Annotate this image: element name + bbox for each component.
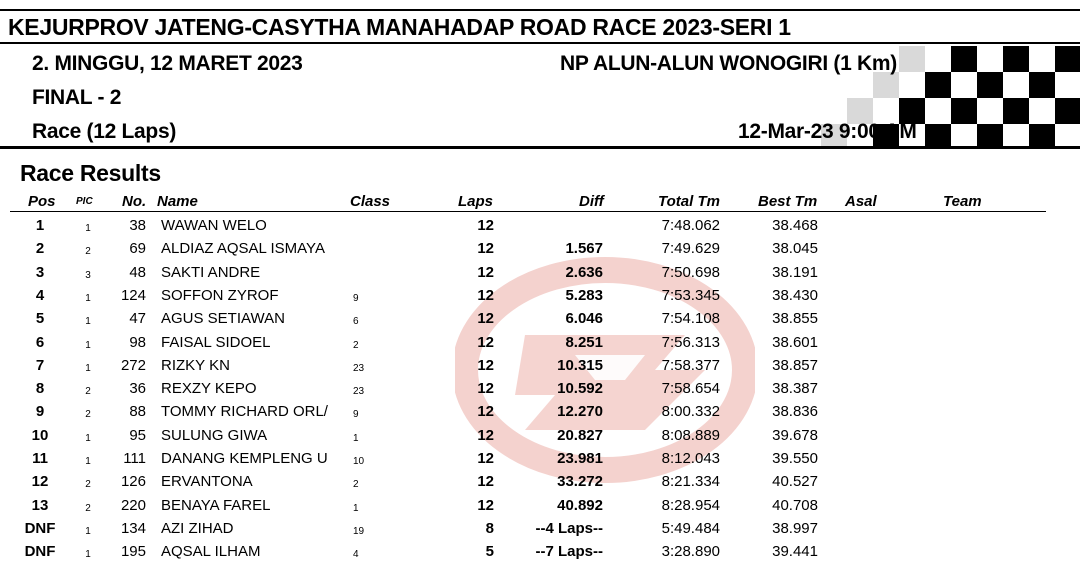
row-no: 134 — [120, 519, 146, 537]
event-title: KEJURPROV JATENG-CASYTHA MANAHADAP ROAD RACE 2023-SERI 1 — [8, 14, 791, 40]
row-pos: DNF — [24, 519, 56, 537]
title-rule — [0, 42, 1080, 44]
flag-square — [977, 124, 1003, 146]
row-class: 1 — [353, 432, 359, 444]
row-no: 95 — [129, 426, 146, 444]
row-pos: DNF — [24, 543, 56, 561]
row-pos: 1 — [35, 217, 45, 234]
col-class: Class — [350, 193, 391, 210]
row-name: SOFFON ZYROF — [161, 286, 279, 304]
row-best: 40.708 — [772, 496, 818, 514]
row-diff: --7 Laps-- — [535, 543, 603, 561]
row-class: 10 — [353, 456, 365, 467]
flag-square — [1003, 46, 1029, 72]
flag-square — [925, 72, 951, 98]
row-pos: 11 — [32, 450, 48, 467]
row-total: 7:58.377 — [661, 356, 720, 374]
row-pic: 1 — [85, 316, 91, 328]
row-total: 8:08.889 — [661, 426, 720, 444]
row-best: 38.387 — [772, 380, 818, 398]
row-pos: 8 — [35, 380, 45, 398]
row-no: 47 — [129, 310, 146, 328]
row-diff: 6.046 — [565, 310, 603, 328]
row-name: WAWAN WELO — [161, 217, 267, 234]
col-team: Team — [943, 193, 982, 210]
row-no: 124 — [120, 286, 146, 304]
flag-square — [899, 46, 925, 72]
col-total: Total Tm — [658, 193, 720, 210]
row-name: BENAYA FAREL — [161, 496, 271, 514]
row-no: 38 — [129, 217, 146, 234]
row-diff: 33.272 — [557, 473, 603, 491]
row-class: 9 — [353, 292, 359, 304]
row-best: 38.836 — [772, 403, 818, 421]
row-name: SULUNG GIWA — [161, 426, 268, 444]
row-class: 2 — [353, 339, 359, 351]
row-laps: 12 — [477, 426, 494, 444]
row-pic: 1 — [85, 525, 91, 537]
row-pos: 4 — [35, 286, 45, 304]
row-laps: 12 — [477, 263, 494, 281]
row-pos: 12 — [31, 473, 49, 491]
row-total: 7:56.313 — [661, 333, 720, 351]
row-pos: 10 — [31, 426, 49, 444]
row-pic: 3 — [85, 269, 91, 281]
row-no: 98 — [129, 333, 146, 351]
row-pic: 1 — [85, 432, 91, 444]
flag-square — [951, 46, 977, 72]
col-laps: Laps — [458, 193, 494, 210]
row-diff: 2.636 — [565, 263, 603, 281]
row-laps: 12 — [477, 286, 494, 304]
col-asal: Asal — [845, 193, 877, 210]
row-best: 38.857 — [772, 356, 818, 374]
row-diff: 10.592 — [557, 380, 603, 398]
row-name: DANANG KEMPLENG U — [161, 450, 328, 467]
row-best: 38.430 — [772, 286, 818, 304]
row-laps: 12 — [477, 496, 494, 514]
row-total: 7:54.108 — [661, 310, 720, 328]
row-no: 126 — [120, 473, 146, 491]
row-total: 5:49.484 — [661, 519, 720, 537]
row-total: 7:53.345 — [661, 286, 720, 304]
row-no: 111 — [123, 450, 146, 467]
row-name: AQSAL ILHAM — [161, 543, 261, 561]
flag-square — [1029, 124, 1055, 146]
flag-square — [951, 98, 977, 124]
row-laps: 12 — [477, 403, 494, 421]
row-no: 48 — [129, 263, 146, 281]
col-no: No. — [122, 193, 147, 210]
row-pic: 1 — [85, 456, 91, 467]
row-pic: 2 — [85, 386, 91, 398]
row-diff: --4 Laps-- — [535, 519, 603, 537]
event-date: 2. MINGGU, 12 MARET 2023 — [32, 52, 303, 75]
row-laps: 12 — [477, 473, 494, 491]
row-pos: 6 — [35, 333, 45, 351]
row-diff: 5.283 — [565, 286, 603, 304]
row-total: 8:12.043 — [661, 450, 720, 467]
row-diff: 10.315 — [557, 356, 603, 374]
row-diff: 12.270 — [557, 403, 603, 421]
col-name: Name — [157, 193, 198, 210]
row-best: 38.191 — [772, 263, 818, 281]
row-pic: 1 — [85, 549, 91, 561]
row-name: AZI ZIHAD — [161, 519, 234, 537]
row-no: 195 — [120, 543, 146, 561]
row-class: 23 — [353, 386, 365, 398]
row-best: 39.441 — [772, 543, 818, 561]
row-laps: 12 — [477, 356, 494, 374]
row-total: 7:50.698 — [661, 263, 720, 281]
row-no: 69 — [129, 240, 146, 258]
row-name: RIZKY KN — [161, 356, 230, 374]
row-laps: 12 — [477, 450, 494, 467]
session-name: FINAL - 2 — [32, 86, 122, 109]
row-class: 4 — [353, 549, 359, 561]
row-total: 8:00.332 — [661, 403, 720, 421]
row-class: 2 — [353, 479, 359, 491]
row-best: 38.601 — [772, 333, 818, 351]
row-name: TOMMY RICHARD ORL/ — [161, 403, 328, 421]
row-total: 7:48.062 — [661, 217, 720, 234]
row-pic: 2 — [85, 502, 91, 514]
row-pic: 2 — [85, 409, 91, 421]
row-class: 9 — [353, 409, 359, 421]
row-diff: 23.981 — [557, 450, 603, 467]
row-pic: 2 — [85, 246, 91, 258]
row-best: 40.527 — [772, 473, 818, 491]
row-diff: 20.827 — [557, 426, 603, 444]
row-diff: 8.251 — [565, 333, 603, 351]
row-name: SAKTI ANDRE — [161, 263, 261, 281]
row-pos: 13 — [31, 496, 49, 514]
row-pos: 3 — [35, 263, 45, 281]
flag-square — [977, 72, 1003, 98]
row-best: 38.855 — [772, 310, 818, 328]
row-name: REXZY KEPO — [161, 380, 257, 398]
row-total: 8:21.334 — [661, 473, 720, 491]
row-no: 272 — [120, 356, 146, 374]
row-best: 39.678 — [772, 426, 818, 444]
col-best: Best Tm — [758, 193, 818, 210]
row-pos: 7 — [35, 356, 45, 374]
top-rule — [0, 9, 1080, 11]
flag-square — [925, 124, 951, 146]
row-laps: 8 — [485, 519, 494, 537]
row-best: 38.045 — [772, 240, 818, 258]
flag-square — [1029, 72, 1055, 98]
col-pic: PIC — [76, 196, 93, 207]
row-pic: 1 — [85, 223, 91, 234]
race-laps: Race (12 Laps) — [32, 120, 177, 143]
row-laps: 12 — [477, 380, 494, 398]
flag-square — [1055, 46, 1080, 72]
row-total: 3:28.890 — [661, 543, 720, 561]
row-pic: 2 — [85, 479, 91, 491]
row-no: 36 — [129, 380, 146, 398]
row-laps: 12 — [477, 240, 494, 258]
event-venue: NP ALUN-ALUN WONOGIRI (1 Km) — [560, 52, 897, 75]
col-pos: Pos — [28, 193, 56, 210]
row-best: 38.997 — [772, 519, 818, 537]
row-laps: 12 — [477, 310, 494, 328]
header-rule — [0, 146, 1080, 149]
row-class: 1 — [353, 502, 359, 514]
row-class: 6 — [353, 316, 359, 328]
row-no: 220 — [120, 496, 146, 514]
row-pic: 1 — [85, 362, 91, 374]
row-best: 38.468 — [772, 217, 818, 234]
flag-square — [1003, 98, 1029, 124]
row-class: 19 — [353, 525, 365, 537]
column-rule — [10, 211, 1046, 212]
row-laps: 5 — [485, 543, 494, 561]
row-pos: 2 — [35, 240, 45, 258]
section-title: Race Results — [20, 160, 161, 186]
flag-square — [1055, 98, 1080, 124]
row-total: 7:58.654 — [661, 380, 720, 398]
row-name: ALDIAZ AQSAL ISMAYA — [161, 240, 325, 258]
row-name: ERVANTONA — [161, 473, 253, 491]
row-pic: 1 — [85, 292, 91, 304]
row-total: 7:49.629 — [661, 240, 720, 258]
row-name: AGUS SETIAWAN — [161, 310, 285, 328]
race-datetime: 12-Mar-23 9:00 AM — [738, 120, 917, 143]
row-total: 8:28.954 — [661, 496, 720, 514]
row-diff: 1.567 — [565, 240, 603, 258]
row-pic: 1 — [85, 339, 91, 351]
row-pos: 5 — [35, 310, 45, 328]
row-no: 88 — [129, 403, 146, 421]
col-diff: Diff — [579, 193, 604, 210]
row-best: 39.550 — [772, 450, 818, 467]
row-name: FAISAL SIDOEL — [161, 333, 271, 351]
row-diff: 40.892 — [557, 496, 603, 514]
row-laps: 12 — [477, 217, 494, 234]
row-laps: 12 — [477, 333, 494, 351]
row-pos: 9 — [35, 403, 45, 421]
row-class: 23 — [353, 362, 365, 374]
